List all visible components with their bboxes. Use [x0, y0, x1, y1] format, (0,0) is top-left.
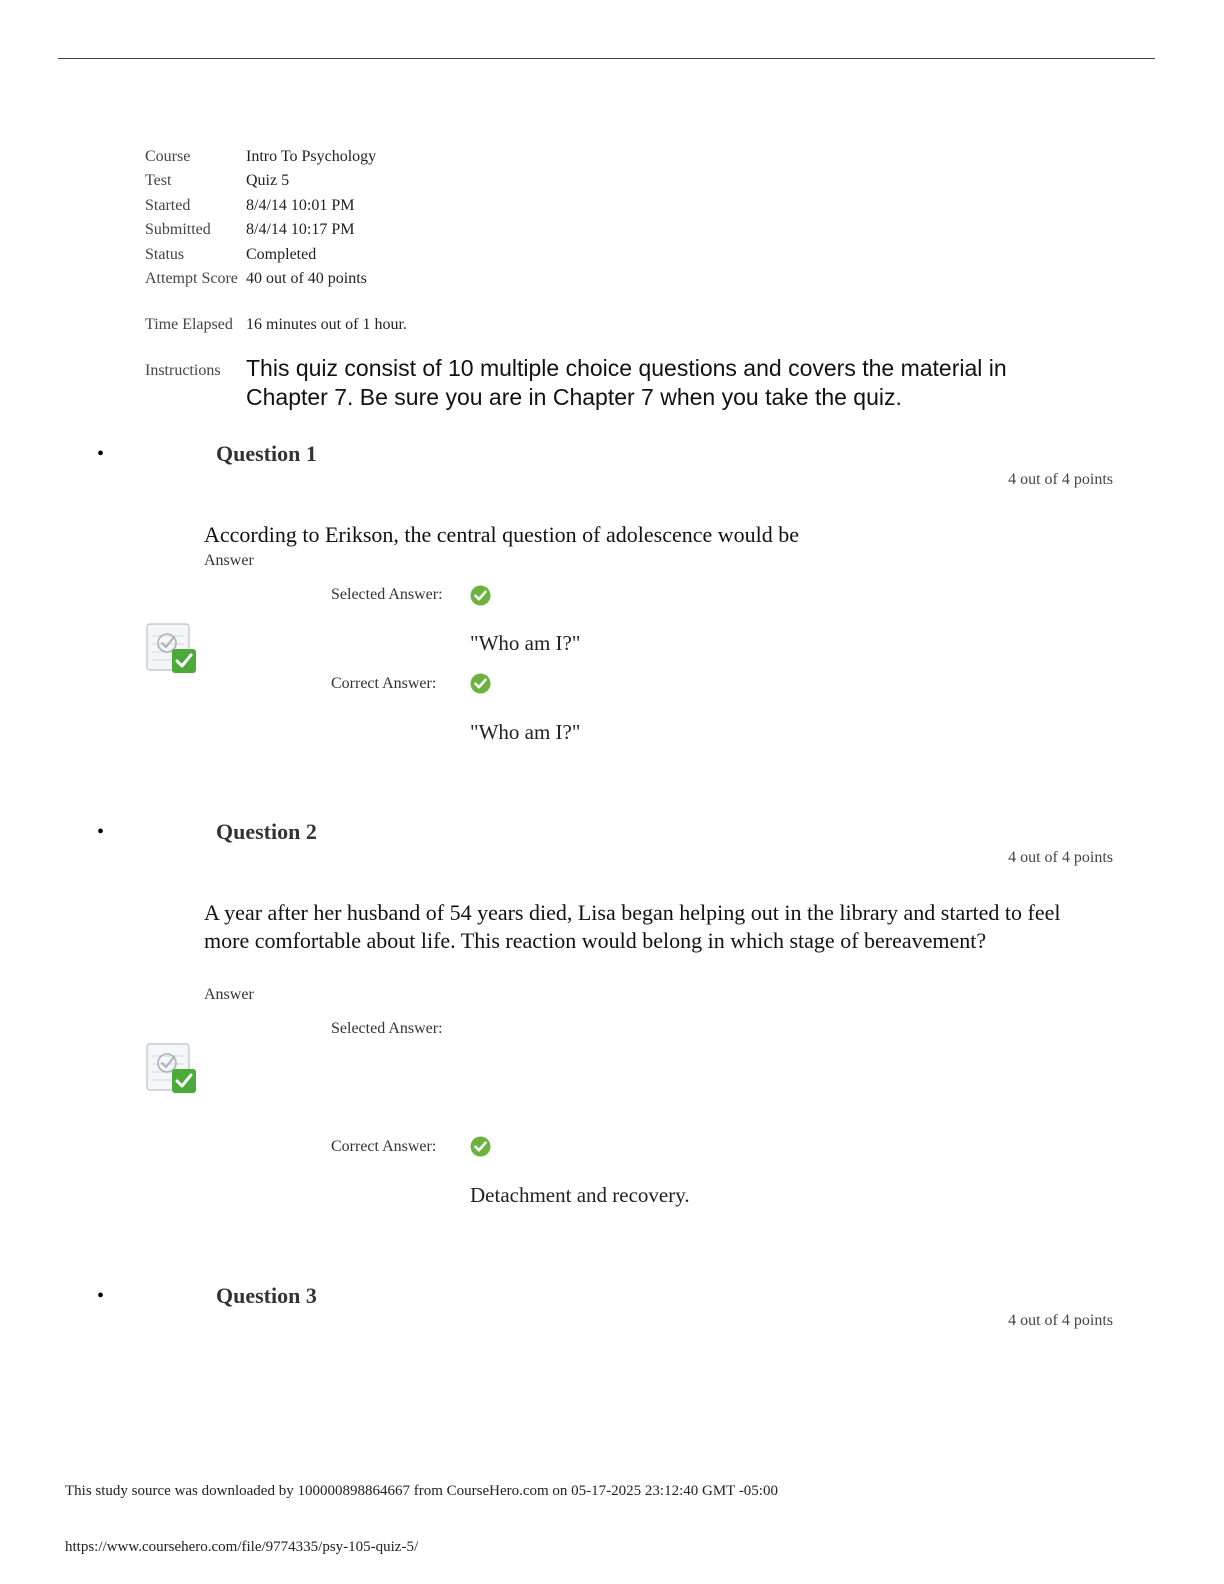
course-value: Intro To Psychology [246, 148, 377, 165]
started-value: 8/4/14 10:01 PM [246, 197, 355, 214]
question-2-correct-answer: Detachment and recovery. [470, 1183, 690, 1207]
question-1-answer-label: Answer [204, 552, 254, 569]
started-label: Started [145, 197, 191, 214]
question-1-bullet: • [97, 443, 105, 465]
question-1-correct-label: Correct Answer: [331, 675, 437, 692]
time-elapsed-label: Time Elapsed [145, 316, 233, 333]
question-2-bullet: • [97, 821, 105, 843]
status-value: Completed [246, 246, 317, 263]
question-2-correct-status-icon [146, 1042, 198, 1094]
question-1-selected-label: Selected Answer: [331, 586, 443, 603]
question-2-points: 4 out of 4 points [1008, 849, 1113, 866]
download-source-note: This study source was downloaded by 100000898864667 from CourseHero.com on 05-17-2025 23:12:40 GMT -05:00 [65, 1483, 778, 1499]
test-value: Quiz 5 [246, 172, 290, 189]
question-1-selected-answer: "Who am I?" [470, 631, 581, 655]
submitted-label: Submitted [145, 221, 211, 238]
attempt-score-label: Attempt Score [145, 270, 238, 287]
question-3-title: Question 3 [216, 1283, 317, 1308]
top-divider [58, 58, 1155, 59]
question-2-correct-check-icon [470, 1136, 491, 1157]
question-1-text: According to Erikson, the central question of adolescence would be [204, 522, 800, 547]
question-2-correct-label: Correct Answer: [331, 1138, 437, 1155]
question-2-title: Question 2 [216, 819, 317, 844]
source-url[interactable]: https://www.coursehero.com/file/9774335/psy-105-quiz-5/ [65, 1539, 419, 1555]
test-label: Test [145, 172, 172, 189]
course-label: Course [145, 148, 191, 165]
question-1-correct-check-icon [470, 673, 491, 694]
time-elapsed-value: 16 minutes out of 1 hour. [246, 316, 407, 333]
question-1-correct-status-icon [146, 622, 198, 674]
question-3-bullet: • [97, 1285, 105, 1307]
question-2-text: A year after her husband of 54 years died, Lisa began helping out in the library and started to feel more comfortable about life. This reaction would belong in which stage of bereavement? [204, 900, 1061, 953]
question-2-selected-label: Selected Answer: [331, 1020, 443, 1037]
status-label: Status [145, 246, 185, 263]
attempt-score-value: 40 out of 40 points [246, 270, 367, 287]
submitted-value: 8/4/14 10:17 PM [246, 221, 355, 238]
question-1-points: 4 out of 4 points [1008, 471, 1113, 488]
question-3-points: 4 out of 4 points [1008, 1312, 1113, 1329]
question-1-title: Question 1 [216, 441, 317, 466]
question-1-correct-answer: "Who am I?" [470, 720, 581, 744]
question-1-selected-check-icon [470, 585, 491, 606]
question-2-answer-label: Answer [204, 986, 254, 1003]
instructions-text: This quiz consist of 10 multiple choice questions and covers the material in Chapter 7. Be sure you are in Chapter 7 when you take the quiz. [246, 355, 1007, 410]
instructions-label: Instructions [145, 362, 221, 379]
